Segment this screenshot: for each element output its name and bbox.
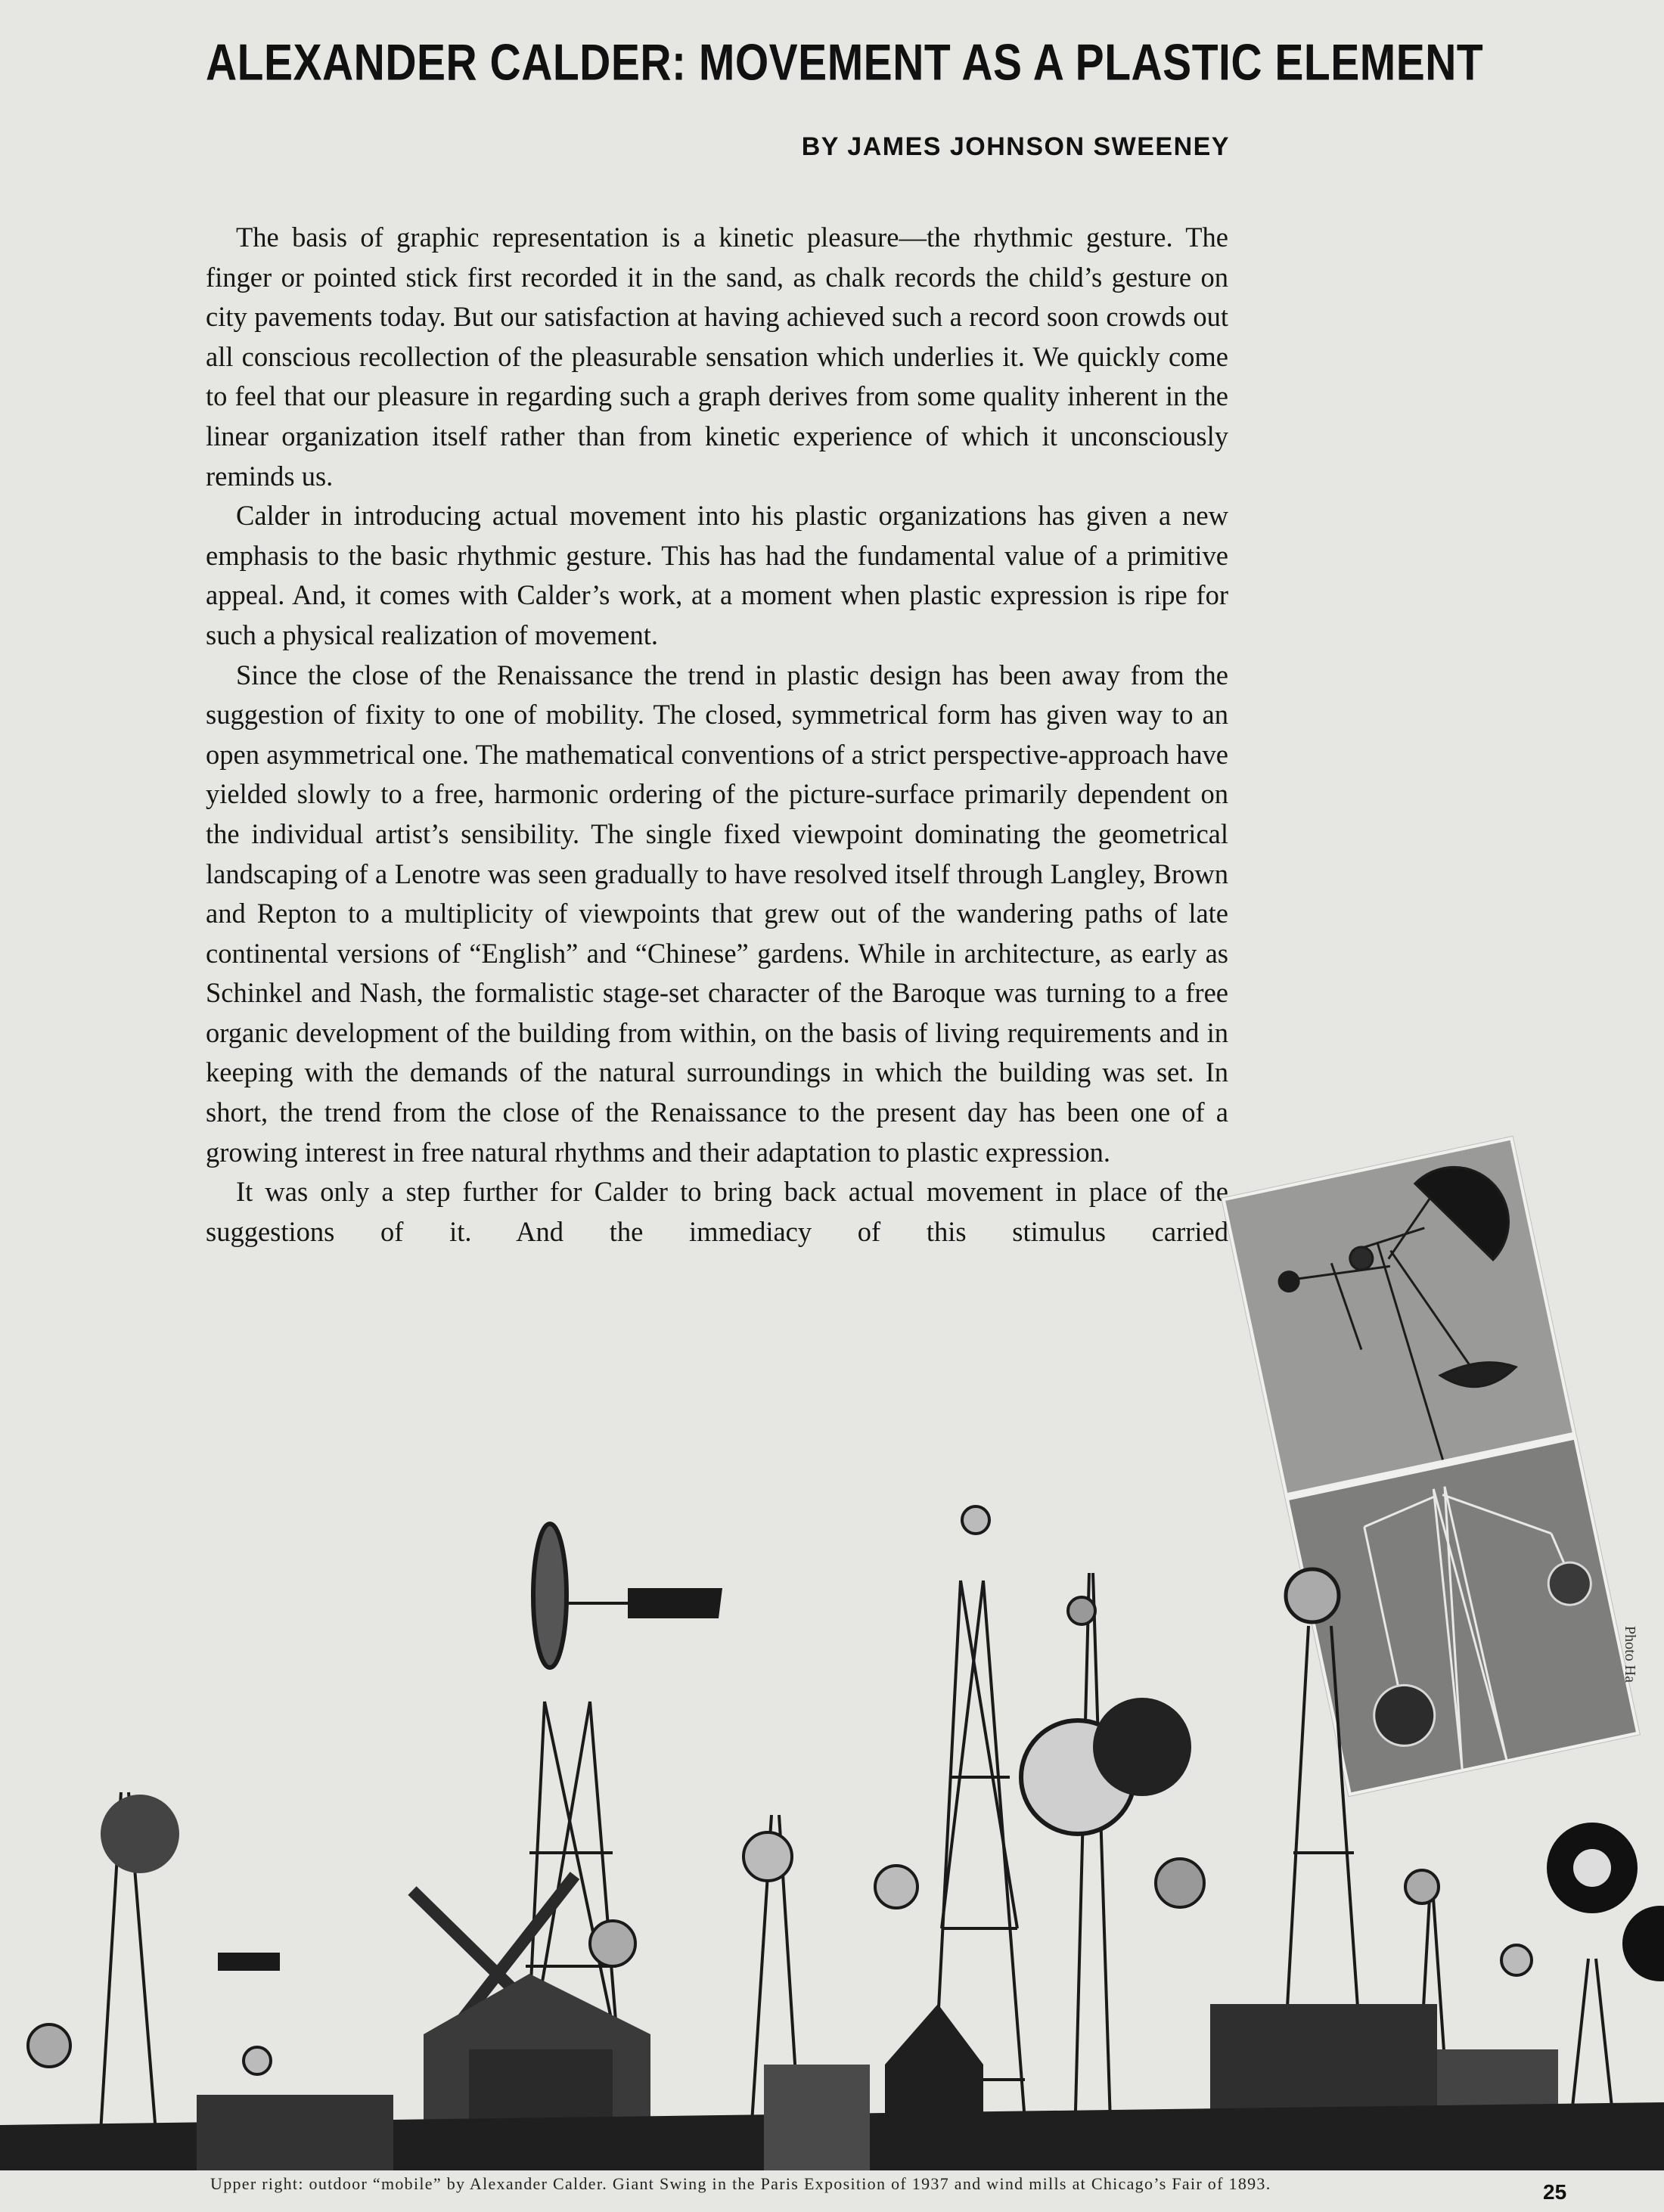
photo-credit: Photo Ha <box>1622 1626 1638 1683</box>
paragraph-1: The basis of graphic representation is a kinetic pleasure—the rhythmic gesture. The finger or pointed stick first recorded it in the sand, as chalk records the child’s gesture on city pavements today. But our satisfaction at having achieved such a record soon crowds out all conscious recollection of the pleasurable sensation which underlies it. We quickly come to feel that our pleasure in regarding such a graph derives from some quality inherent in the linear organization itself rather than from kinetic experience of which it unconsciously reminds us. <box>206 222 1228 492</box>
windmill-wheels <box>28 1506 1664 2074</box>
paragraph-2: Calder in introducing actual movement into his plastic organizations has given a new emphasis to the basic rhythmic gesture. This has had the fundamental value of a primitive appeal. And, it comes with Calder’s work, at a moment when plastic expression is ripe for such a physical realization of movement. <box>206 500 1228 650</box>
article-body <box>206 218 1228 1252</box>
figure-caption: Upper right: outdoor “mobile” by Alexander Calder. Giant Swing in the Paris Exposition of 1937 and wind mills at Chicago’s Fair of 1893. <box>210 2174 1271 2193</box>
article-byline: BY JAMES JOHNSON SWEENEY <box>801 132 1230 161</box>
paragraph-3: Since the close of the Renaissance the trend in plastic design has been away from the suggestion of fixity to one of mobility. The closed, symmetrical form has given way to an open asymmetrical one. The mathematical conventions of a strict perspective-approach have yielded slowly to a free, harmonic ordering of the picture-surface primarily dependent on the individual artist’s sensibility. The single fixed viewpoint dominating the geometrical landscaping of a Lenotre was seen gradually to have resolved itself through Langley, Brown and Repton to a multiplicity of viewpoints that grew out of the wandering paths of late continental versions of “English” and “Chinese” gardens. While in architecture, as early as Schinkel and Nash, the formalistic stage-set character of the Baroque was turning to a free organic development of the building from within, on the basis of living requirements and in keeping with the demands of the natural surroundings in which the building was set. In short, the trend from the close of the Renaissance to the present day has been one of a growing interest in free natural rhythms and their adaptation to plastic expression. <box>206 659 1228 1168</box>
article-title: ALEXANDER CALDER: MOVEMENT AS A PLASTIC ELEMENT <box>206 34 1484 92</box>
page-number: 25 <box>1543 2180 1567 2204</box>
paragraph-4: It was only a step further for Calder to bring back actual movement in place of the suggestions of it. And the immediacy of this stimulus carried <box>206 1176 1228 1247</box>
windmills-panorama <box>0 1475 1664 2170</box>
